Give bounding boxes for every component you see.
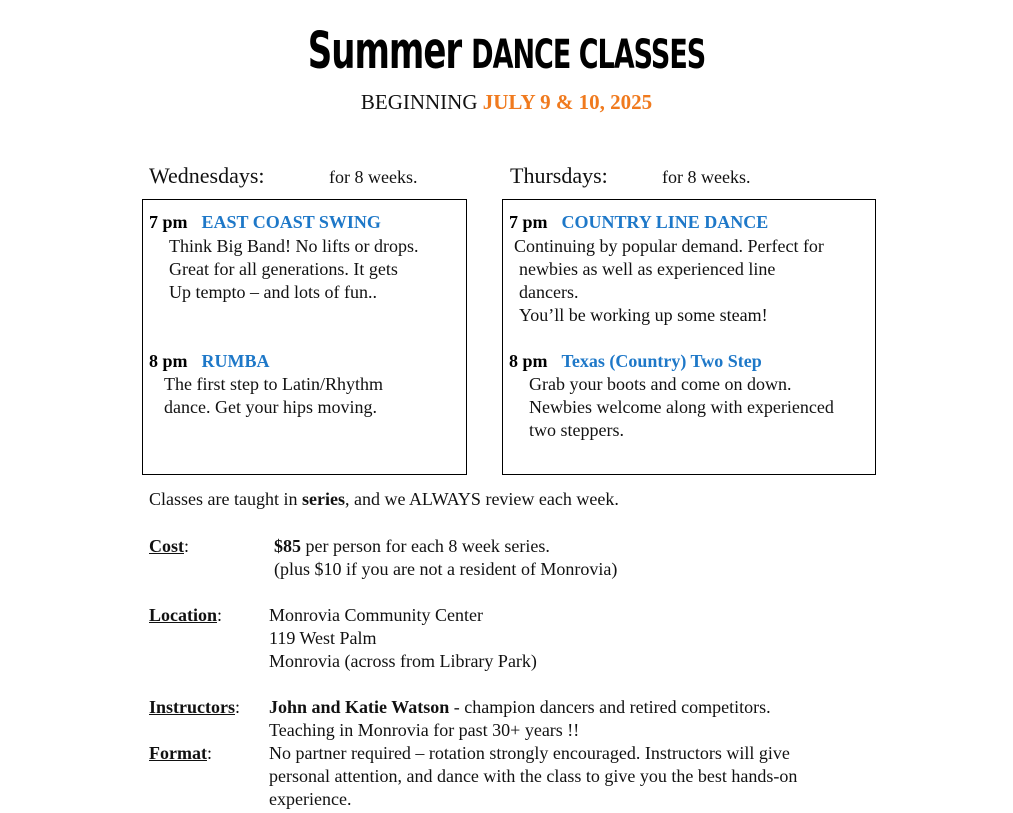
cost-line-2: (plus $10 if you are not a resident of Monrovia) [274,559,618,579]
class-time: 8 pm [509,351,548,371]
series-note-text: , and we ALWAYS review each week. [344,489,619,509]
subtitle-dates: JULY 9 & 10, 2025 [482,90,653,114]
class-desc-line: Great for all generations. It gets [169,259,398,279]
format-line: personal attention, and dance with the class to give you the best hands-on [269,766,798,786]
class-heading [149,350,270,373]
class-time: 7 pm [509,212,548,232]
class-desc-line: The first step to Latin/Rhythm [164,374,383,394]
class-name: RUMBA [201,351,270,371]
cost-line-1-text: per person for each 8 week series. [301,536,550,556]
cost-label: Cost: [149,536,190,556]
instructors-line-2: Teaching in Monrovia for past 30+ years !! [269,720,580,740]
location-line: Monrovia (across from Library Park) [269,651,537,671]
class-desc-line: You’ll be working up some steam! [519,305,768,325]
format-line: experience. [269,789,352,809]
cost-line-1 [274,535,550,558]
class-heading [509,211,768,234]
instructors-label: Instructors: [149,697,241,717]
series-note-bold: series [301,489,345,509]
format-line: No partner required – rotation strongly encouraged. Instructors will give [269,743,790,763]
class-desc-line: Newbies welcome along with experienced [529,397,834,417]
class-name: EAST COAST SWING [201,212,381,232]
thursday-duration: for 8 weeks. [662,167,751,187]
series-note-text: Classes are taught in [149,489,302,509]
class-desc-line: Grab your boots and come on down. [529,374,792,394]
format-label-text: Format [149,743,207,763]
title-dance-classes: DANCE CLASSES [471,32,706,79]
class-heading [509,350,762,373]
location-label-text: Location [149,605,218,625]
subtitle [0,90,1013,114]
instructors-label-text: Instructors [149,697,235,717]
class-desc-line: two steppers. [529,420,624,440]
class-desc-line: Think Big Band! No lifts or drops. [169,236,419,256]
format-label: Format: [149,743,212,763]
thursday-header: Thursdays: [510,163,608,188]
cost-label-text: Cost [149,536,184,556]
page-title [0,21,1013,82]
location-line: Monrovia Community Center [269,605,483,625]
class-desc-line: dancers. [519,282,579,302]
class-heading [149,211,381,234]
location-line: 119 West Palm [269,628,377,648]
instructors-line-1 [269,696,771,719]
class-name: Texas (Country) Two Step [561,351,762,371]
subtitle-prefix: BEGINNING [360,90,478,114]
cost-price: $85 [274,536,301,556]
class-desc-line: newbies as well as experienced line [519,259,776,279]
class-time: 7 pm [149,212,188,232]
series-note [149,488,619,511]
wednesday-header: Wednesdays: [149,163,265,188]
title-summer: Summer [307,21,462,82]
class-desc-line: Up tempto – and lots of fun.. [169,282,377,302]
class-time: 8 pm [149,351,188,371]
instructors-names: John and Katie Watson [269,697,450,717]
instructors-line-1-text: - champion dancers and retired competitors. [449,697,771,717]
wednesday-duration: for 8 weeks. [329,167,418,187]
class-desc-line: Continuing by popular demand. Perfect for [514,236,824,256]
class-name: COUNTRY LINE DANCE [561,212,769,232]
class-desc-line: dance. Get your hips moving. [164,397,377,417]
location-label: Location: [149,605,223,625]
